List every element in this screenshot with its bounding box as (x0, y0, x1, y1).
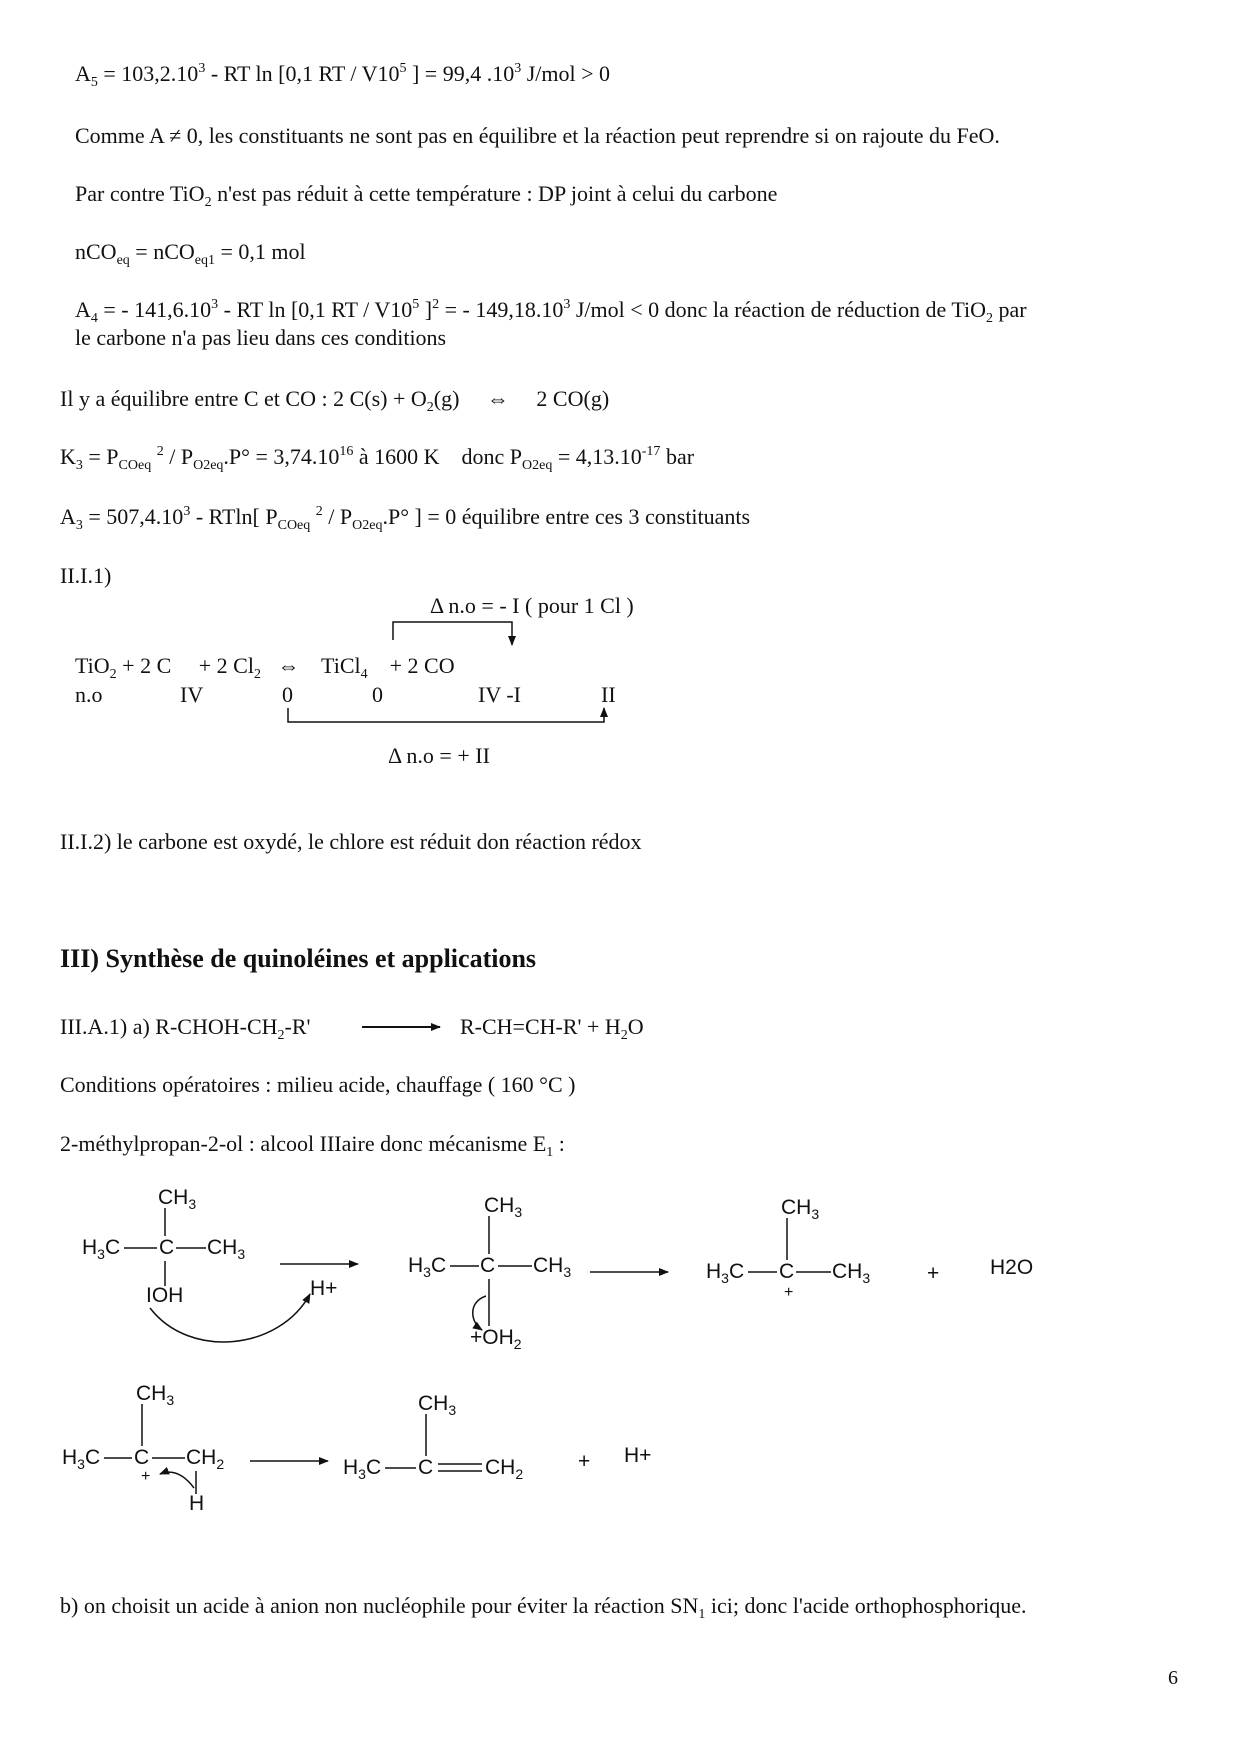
m1-ch3-top: $CH_3$ (158, 1186, 197, 1212)
m2-ch3-top: $CH_3$ (484, 1194, 523, 1220)
page-number: 6 (1168, 1667, 1178, 1689)
m5-c: C (418, 1456, 434, 1479)
m4-h3c: $H_3C$ (62, 1446, 101, 1472)
no-iv: IV (180, 682, 204, 707)
delta-no-bottom: Δ n.o = + II (388, 743, 490, 768)
delta-no-top-bracket (393, 622, 512, 645)
no-zero-cl: 0 (282, 682, 293, 707)
m3-ch3-right: $CH_3$ (832, 1260, 871, 1286)
m3-ch3-top: $CH_3$ (781, 1196, 820, 1222)
m5-ch2: $CH_2$ (485, 1456, 524, 1482)
m5-ch3-top: $CH_3$ (418, 1392, 457, 1418)
equilibre-line: Il y a équilibre entre C et CO : 2 $C(s) + O_2(g)$ ⇔ 2 CO(g) (60, 386, 610, 415)
m2-h3c: $H_3C$ (408, 1254, 447, 1280)
plus-sign-1: + (927, 1262, 940, 1285)
iiia1-product: $R-CH=CH-R' + H_2O$ (460, 1014, 644, 1043)
a4-line-2: le carbone n'a pas lieu dans ces conditions (75, 325, 447, 350)
m1-ch3-right: $CH_3$ (207, 1236, 246, 1262)
m1-c: C (159, 1236, 175, 1259)
k3-line: $K_3 = P_{COeq}$ $^2 / P_{O2eq}.P^\circ = 3,74.10^{16}$ à 1600 K donc $P_{O2eq} = 4,13.10^{-17}$ bar (60, 444, 695, 473)
water-product: H2O (990, 1256, 1034, 1279)
section-ii2-line: II.I.2) le carbone est oxydé, le chlore est réduit don réaction rédox (60, 829, 642, 854)
m3-plus-charge: + (784, 1284, 794, 1301)
methylpropanol-line: 2-méthylpropan-2-ol : alcool IIIaire donc mécanisme $E_1$ : (60, 1131, 565, 1160)
m5-h3c: $H_3C$ (343, 1456, 382, 1482)
m4-c: C (134, 1446, 150, 1469)
comme-line: Comme A ≠ 0, les constituants ne sont pas en équilibre et la réaction peut reprendre si on rajoute du FeO. (75, 123, 1000, 148)
redox-reaction: TiO$_2$ + 2 C + 2 $Cl_2$ ⇔ TiCl$_4$ + 2 CO (75, 653, 455, 682)
m4-ch3-top: $CH_3$ (136, 1382, 175, 1408)
m2-ch3-right: $CH_3$ (533, 1254, 572, 1280)
delta-no-bottom-bracket (288, 708, 604, 722)
m1-h3c: $H_3C$ (82, 1236, 121, 1262)
m4-h: H (189, 1492, 205, 1515)
a5-line: $A_5 = 103,2.10^3$ - RT ln [0,1 RT / $V10^5$ ] = 99,4 $.10^3$ J/mol > 0 (75, 61, 611, 90)
m2-oh2-plus: $+OH_2$ (470, 1326, 522, 1352)
m4-plus-charge: + (141, 1468, 151, 1485)
m4-curved-arrow (160, 1472, 194, 1488)
parcontre-line: Par contre TiO$_2$ n'est pas réduit à cette température : DP joint à celui du carbone (75, 181, 778, 210)
m2-curved-arrow (473, 1296, 486, 1330)
m4-ch2: $CH_2$ (186, 1446, 225, 1472)
no-ii: II (601, 682, 616, 707)
m3-c: C (779, 1260, 795, 1283)
proton-product: H+ (624, 1444, 652, 1467)
section-ii1-label: II.I.1) (60, 563, 112, 588)
m1-oh: IOH (146, 1284, 184, 1307)
m2-c: C (480, 1254, 496, 1277)
conditions-line: Conditions opératoires : milieu acide, chauffage ( 160 °C ) (60, 1072, 576, 1097)
b-line: b) on choisit un acide à anion non nucléophile pour éviter la réaction $SN_1$ ici; donc l'acide orthophosphorique. (60, 1593, 1027, 1622)
a3-line: $A_3 = 507,4.10^3 - RTln$[ $P_{COeq}$ $^2 / P_{O2eq}.P^\circ$ ] = 0 équilibre entre ces 3 constituants (60, 504, 751, 533)
no-label: n.o (75, 682, 103, 707)
plus-sign-2: + (578, 1450, 591, 1473)
nco-line: nCO$_{eq}$ = nCO$_{eq1}$ = 0,1 mol (75, 239, 306, 268)
iiia1-reactant: III.A.1) a) $R-CHOH-CH_2-R'$ (60, 1014, 311, 1043)
m1-hplus: H+ (310, 1277, 338, 1300)
a4-line-1: $A_4$ = - 141,6.10$^3$ - RT ln [0,1 RT / $V10^5$ ]$^2$ = - 149,18.10$^3$ J/mol < 0 donc la réaction de réduction de TiO$_2$ par (75, 297, 1027, 326)
no-zero-ti: 0 (372, 682, 383, 707)
m1-curved-arrow (150, 1294, 310, 1342)
section-iii-heading: III) Synthèse de quinoléines et applications (60, 944, 537, 973)
m3-h3c: $H_3C$ (706, 1260, 745, 1286)
delta-no-top: Δ n.o = - I ( pour 1 Cl ) (430, 593, 634, 618)
no-iv-minus-i: IV -I (478, 682, 521, 707)
